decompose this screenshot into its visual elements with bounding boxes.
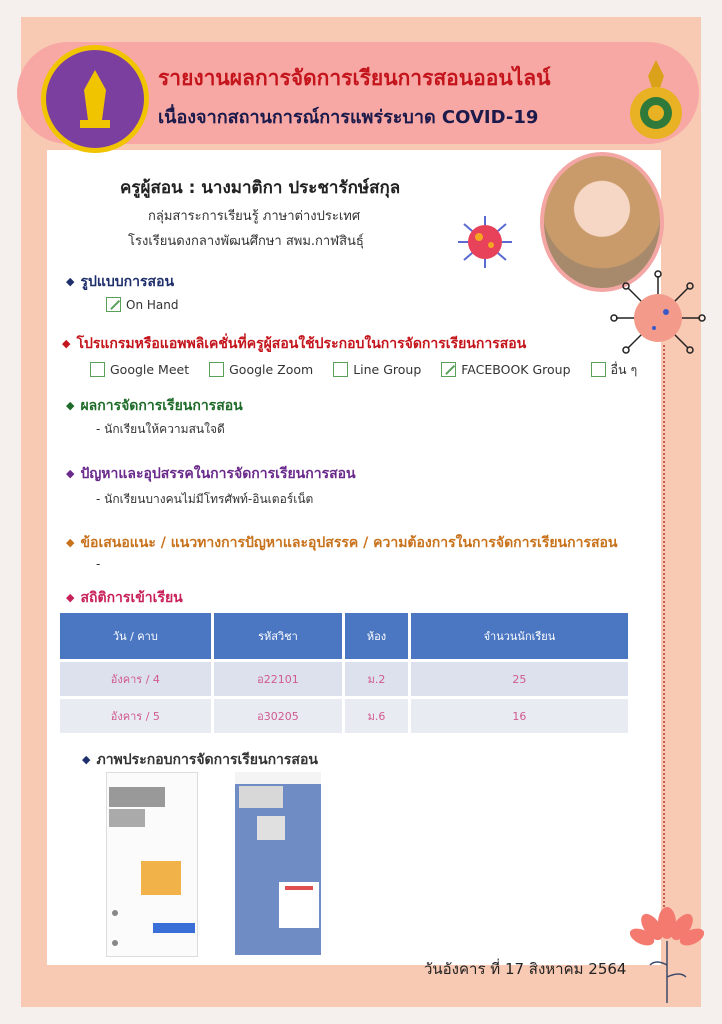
table-cell: อ22101 bbox=[214, 662, 343, 696]
facebook-group-checkbox[interactable] bbox=[441, 362, 456, 377]
suggestions-text: - bbox=[96, 557, 101, 571]
school-logo bbox=[41, 45, 149, 153]
diamond-bullet-icon: ◆ bbox=[66, 536, 75, 549]
apps-checklist bbox=[80, 360, 643, 380]
virus-outline-icon bbox=[610, 270, 706, 366]
table-header-row bbox=[60, 613, 628, 659]
table-row bbox=[60, 699, 628, 733]
google-meet-checkbox[interactable] bbox=[90, 362, 105, 377]
section-format: ◆ รูปแบบการสอน bbox=[66, 274, 175, 290]
teacher-name: ครูผู้สอน : นางมาติกา ประชารักษ์สกุล bbox=[120, 178, 401, 198]
chat-screenshot-2 bbox=[235, 772, 321, 955]
flower-decoration-icon bbox=[630, 905, 704, 1005]
col-room: ห้อง bbox=[345, 613, 408, 659]
diamond-bullet-icon: ◆ bbox=[66, 467, 75, 480]
diamond-bullet-icon: ◆ bbox=[82, 753, 91, 766]
section-result: ◆ ผลการจัดการเรียนการสอน bbox=[66, 398, 243, 414]
table-cell: ม.2 bbox=[345, 662, 408, 696]
dotted-divider bbox=[663, 345, 665, 915]
report-subtitle: เนื่องจากสถานการณ์การแพร่ระบาด COVID-19 bbox=[158, 107, 539, 128]
section-problems: ◆ ปัญหาและอุปสรรคในการจัดการเรียนการสอน bbox=[66, 466, 356, 482]
app-option-other: อื่น ๆ bbox=[581, 362, 638, 377]
report-title: รายงานผลการจัดการเรียนการสอนออนไลน์ bbox=[158, 66, 551, 90]
table-cell: 25 bbox=[411, 662, 628, 696]
diamond-bullet-icon: ◆ bbox=[66, 591, 75, 604]
diamond-bullet-icon: ◆ bbox=[62, 337, 71, 350]
illustrations-heading: ◆ ภาพประกอบการจัดการเรียนการสอน bbox=[82, 752, 318, 768]
col-day-period: วัน / คาบ bbox=[60, 613, 211, 659]
line-group-checkbox[interactable] bbox=[333, 362, 348, 377]
result-text: - นักเรียนให้ความสนใจดี bbox=[96, 422, 225, 436]
app-option-google-zoom: Google Zoom bbox=[199, 362, 313, 377]
col-subject-code: รหัสวิชา bbox=[214, 613, 343, 659]
school-name: โรงเรียนดงกลางพัฒนศึกษา สพม.กาฬสินธุ์ bbox=[128, 234, 364, 249]
section-stats: ◆ สถิติการเข้าเรียน bbox=[66, 590, 183, 606]
app-option-facebook-group: FACEBOOK Group bbox=[431, 362, 570, 377]
col-student-count: จำนวนนักเรียน bbox=[411, 613, 628, 659]
virus-icon bbox=[450, 212, 520, 272]
google-zoom-checkbox[interactable] bbox=[209, 362, 224, 377]
chat-screenshot-1 bbox=[106, 772, 198, 957]
table-cell: อ30205 bbox=[214, 699, 343, 733]
format-option: On Hand bbox=[96, 297, 178, 312]
table-cell: ม.6 bbox=[345, 699, 408, 733]
app-option-line-group: Line Group bbox=[323, 362, 421, 377]
diamond-bullet-icon: ◆ bbox=[66, 399, 75, 412]
diamond-bullet-icon: ◆ bbox=[66, 275, 75, 288]
section-suggestions: ◆ ข้อเสนอแนะ / แนวทางการปัญหาและอุปสรรค / ความต้องการในการจัดการเรียนการสอน bbox=[66, 535, 618, 551]
obec-emblem bbox=[624, 58, 688, 144]
on-hand-checkbox[interactable] bbox=[106, 297, 121, 312]
app-option-google-meet: Google Meet bbox=[80, 362, 189, 377]
other-checkbox[interactable] bbox=[591, 362, 606, 377]
table-cell: อังคาร / 5 bbox=[60, 699, 211, 733]
problems-text: - นักเรียนบางคนไม่มีโทรศัพท์-อินเตอร์เน็ต bbox=[96, 492, 314, 506]
report-date: วันอังคาร ที่ 17 สิงหาคม 2564 bbox=[424, 960, 627, 978]
table-cell: อังคาร / 4 bbox=[60, 662, 211, 696]
section-apps: ◆ โปรแกรมหรือแอพพลิเคชั่นที่ครูผู้สอนใช้ประกอบในการจัดการเรียนการสอน bbox=[62, 336, 527, 352]
department: กลุ่มสาระการเรียนรู้ ภาษาต่างประเทศ bbox=[148, 209, 361, 224]
attendance-table bbox=[57, 610, 631, 736]
table-row bbox=[60, 662, 628, 696]
table-cell: 16 bbox=[411, 699, 628, 733]
